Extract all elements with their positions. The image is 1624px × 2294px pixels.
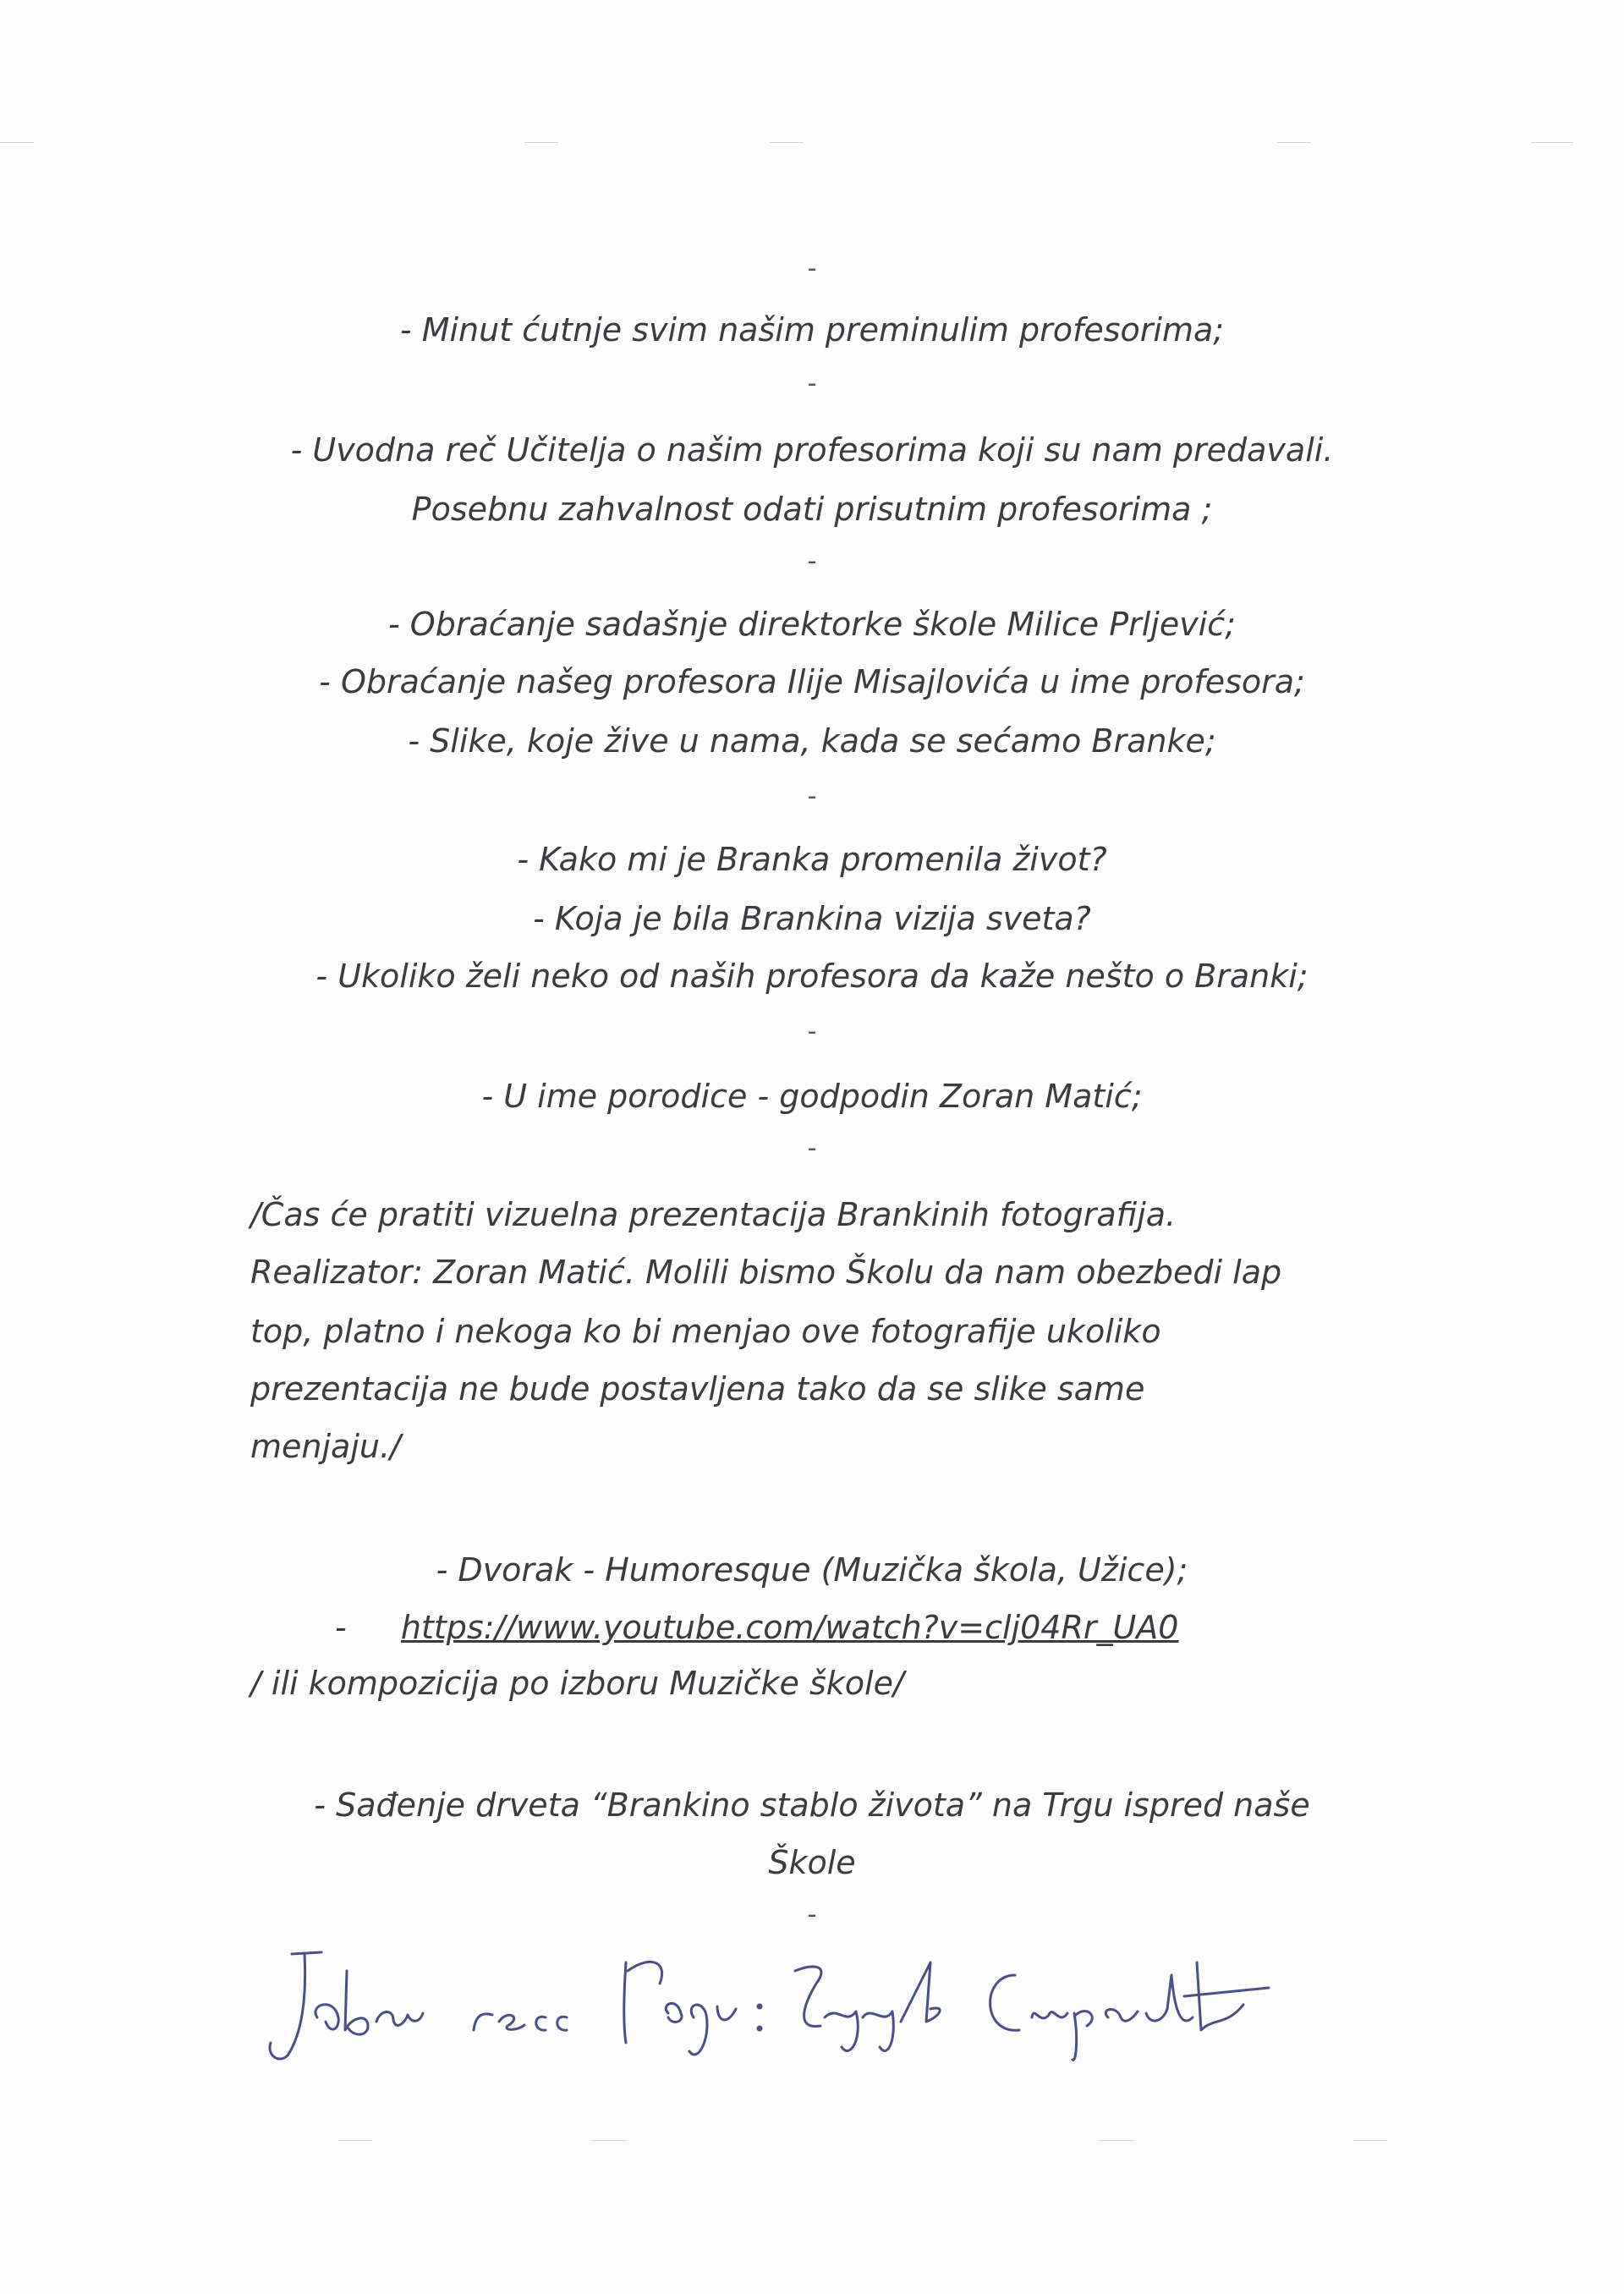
item-how-branka-changed-life: - Kako mi je Branka promenila život? [517, 841, 1107, 878]
separator-dash: - [807, 1133, 817, 1163]
separator-dash: - [807, 369, 817, 398]
closing-tree-planting-cont: Škole [768, 1844, 856, 1881]
music-alternative: / ili kompozicija po izboru Muzičke škole/ [250, 1665, 904, 1702]
scan-mark [1100, 2140, 1133, 2141]
scan-mark [338, 2140, 372, 2141]
scan-mark [1353, 2140, 1387, 2141]
item-director-address: - Obraćanje sadašnje direktorke škole Milice Prljević; [388, 606, 1236, 643]
item-family-address: - U ime porodice - godpodin Zoran Matić; [481, 1078, 1143, 1115]
note-line: prezentacija ne bude postavljena tako da se slike same [250, 1370, 1145, 1408]
item-professors-words: - Ukoliko želi neko od naših profesora da kaže nešto o Branki; [315, 958, 1309, 995]
item-professor-address: - Obraćanje našeg profesora Ilije Misajlovića u ime profesora; [319, 663, 1305, 700]
youtube-link[interactable]: https://www.youtube.com/watch?v=clj04Rr_UA0 [400, 1609, 1179, 1646]
scan-mark [1531, 142, 1573, 143]
separator-dash: - [807, 254, 817, 283]
scan-mark [1277, 142, 1311, 143]
music-item: - Dvorak - Humoresque (Muzička škola, Užice); [436, 1551, 1188, 1589]
scan-mark [592, 2140, 626, 2141]
link-dash: - [335, 1609, 347, 1646]
item-memories: - Slike, koje žive u nama, kada se sećamo Branke; [408, 722, 1216, 760]
note-line: /Čas će pratiti vizuelna prezentacija Brankinih fotografija. [250, 1196, 1177, 1233]
note-line: menjaju./ [250, 1428, 401, 1465]
separator-dash: - [807, 1017, 817, 1046]
separator-dash: - [807, 546, 817, 576]
item-teacher-introduction-cont: Posebnu zahvalnost odati prisutnim profesorima ; [411, 491, 1213, 528]
scan-mark [770, 142, 804, 143]
music-link-row [335, 1607, 1178, 1648]
item-teacher-introduction: - Uvodna reč Učitelja o našim profesorima koji su nam predavali. [290, 431, 1334, 469]
note-line: top, platno i nekoga ko bi menjao ove fotografije ukoliko [250, 1313, 1161, 1350]
item-minute-of-silence: - Minut ćutnje svim našim preminulim profesorima; [399, 311, 1225, 348]
handwritten-note [254, 1937, 1320, 2072]
separator-dash: - [807, 1900, 817, 1929]
separator-dash: - [807, 782, 817, 811]
scan-mark [0, 142, 34, 143]
item-brankas-vision: - Koja je bila Brankina vizija sveta? [533, 900, 1091, 937]
closing-tree-planting: - Sađenje drveta “Brankino stablo života” na Trgu ispred naše [314, 1786, 1310, 1824]
note-line: Realizator: Zoran Matić. Molili bismo Školu da nam obezbedi lap [250, 1254, 1282, 1291]
scan-mark [524, 142, 558, 143]
